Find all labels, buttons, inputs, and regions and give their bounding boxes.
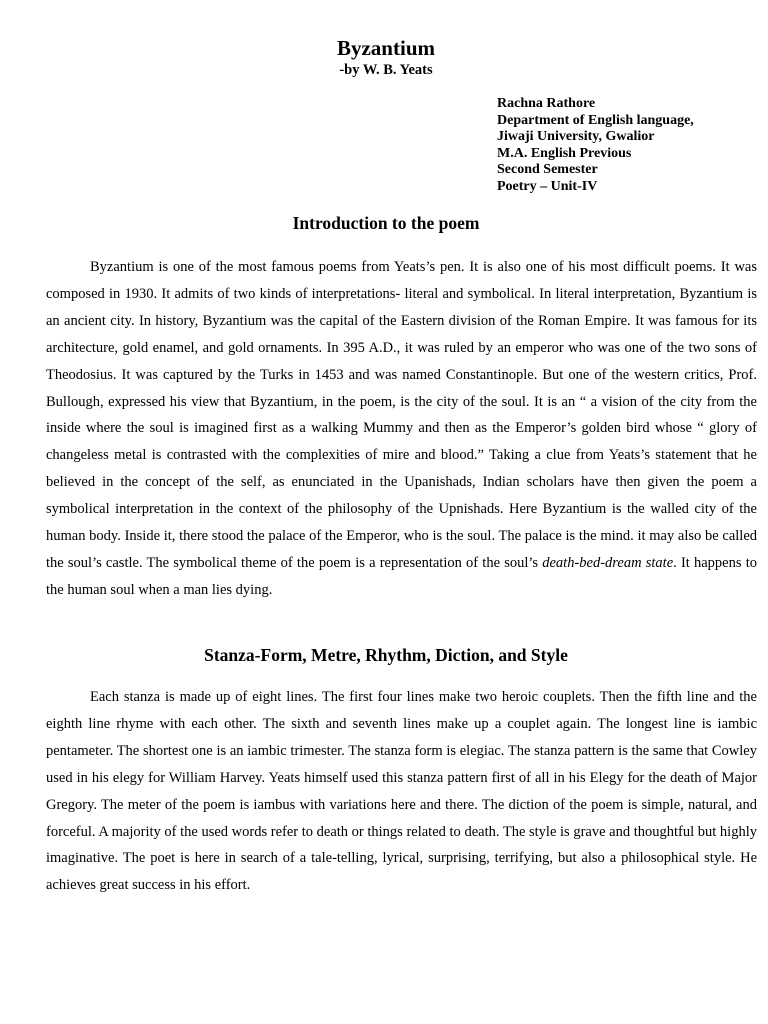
introduction-text: Byzantium is one of the most famous poems from Yeats’s pen. It is also one of his most difficult poems. It was composed in 1930. It admits of two kinds of interpretations- literal and symbolical. In literal interpretation, Byzantium is an ancient city. In history, Byzantium was the capital of the Eastern division of the Roman Empire. It was famous for its architecture, gold enamel, and gold ornaments. In 395 A.D., it was ruled by an emperor who was one of the two sons of Theodosius. It was captured by the Turks in 1453 and was named Constantinople. But one of the western critics, Prof. Bullough, expressed his view that Byzantium, in the poem, is the city of the soul. It is an “ a vision of the city from the inside where the soul is imagined first as a walking Mummy and then as the Emperor’s golden bird whose “ glory of changeless metal is contrasted with the complexities of mire and blood.” Taking a clue from Yeats’s statement that he believed in the concept of the self, as enunciated in the Upanishads, Indian scholars have then given the poem a symbolical interpretation in the context of the philosophy of the Upnishads. Here Byzantium is the walled city of the human body. Inside it, there stood the palace of the Emperor, who is the soul. The palace is the mind. it may also be called the soul’s castle. The symbolical theme of the poem is a representation of the soul’s: [46, 259, 757, 571]
author-university: Jiwaji University, Gwalior: [497, 129, 655, 145]
author-byline: -by W. B. Yeats: [339, 62, 433, 78]
section-heading-introduction: Introduction to the poem: [292, 213, 480, 233]
course-name: M.A. English Previous: [497, 145, 632, 161]
author-info-block: [497, 96, 694, 196]
section-heading-stanza-form: Stanza-Form, Metre, Rhythm, Diction, and Style: [204, 645, 568, 665]
author-department: Department of English language,: [497, 112, 694, 128]
unit: Poetry – Unit-IV: [497, 178, 598, 194]
author-name: Rachna Rathore: [497, 96, 596, 111]
stanza-form-paragraph: Each stanza is made up of eight lines. The first four lines make two heroic couplets. Then the fifth line and the eighth line rhyme with each other. The sixth and seventh lines make up a couplet again. The longest line is iambic pentameter. The shortest one is an iambic trimester. The stanza form is elegiac. The stanza pattern is the same that Cowley used in his elegy for William Harvey. Yeats himself used this stanza pattern first of all in his Elegy for the death of Major Gregory. The meter of the poem is iambus with variations here and there. The diction of the poem is simple, natural, and forceful. A majority of the used words refer to death or things related to death. The style is grave and thoughtful but highly imaginative. The poet is here in search of a tale-telling, lyrical, surprising, terrifying, but also a philosophical style. He achieves great success in his effort.: [46, 689, 757, 894]
introduction-italic-text: death-bed-dream state: [542, 554, 674, 571]
introduction-paragraph: [46, 254, 757, 604]
introduction-text-end: . It happens to the human soul when a man lies dying.: [46, 554, 757, 598]
semester: Second Semester: [497, 162, 598, 178]
document-title: Byzantium: [336, 36, 435, 60]
